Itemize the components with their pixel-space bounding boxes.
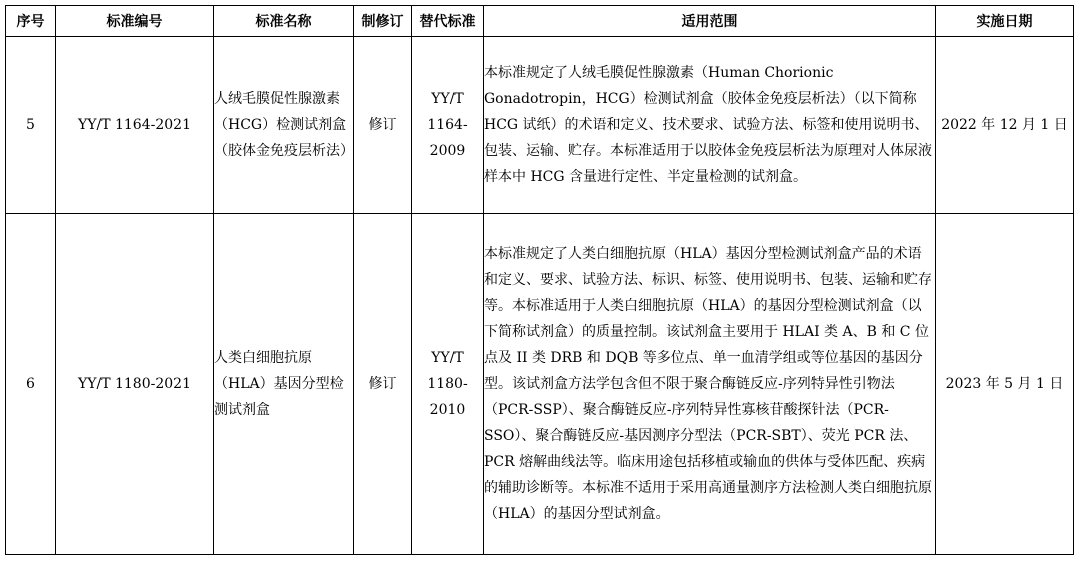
header-seq: 序号 [6, 6, 56, 37]
row-scope: 本标准规定了人类白细胞抗原（HLA）基因分型检测试剂盒产品的术语和定义、要求、试验方法、标识、标签、使用说明书、包装、运输和贮存等。本标准适用于人类白细胞抗原（HLA）的基因分型检测试剂盒（以下简称试剂盒）的质量控制。该试剂盒主要用于 HLAI 类 A、B 和 C 位点及 II 类 DRB 和 DQB 等多位点、单一血清学组或等位基因的基因分型。该试剂盒方法学包含但不限于聚合酶链反应-序列特异性引物法（PCR-SSP）、聚合酶链反应-序列特异性寡核苷酸探针法（PCR-SSO）、聚合酶链反应-基因测序分型法（PCR-SBT）、荧光 PCR 法、PCR 熔解曲线法等。临床用途包括移植或输血的供体与受体匹配、疾病的辅助诊断等。本标准不适用于采用高通量测序方法检测人类白细胞抗原（HLA）的基因分型试剂盒。 [484, 214, 936, 555]
table-row [6, 214, 1074, 555]
header-name: 标准名称 [214, 6, 354, 37]
header-revision: 制修订 [354, 6, 412, 37]
standards-table [5, 5, 1074, 555]
header-replaces: 替代标准 [412, 6, 484, 37]
row-replaces-line1: YY/T [431, 91, 464, 107]
row-seq: 6 [6, 214, 56, 555]
row-replaces-line2: 1180-2010 [427, 376, 468, 418]
row-date: 2022 年 12 月 1 日 [936, 37, 1074, 214]
table-row [6, 37, 1074, 214]
row-replaces [412, 214, 484, 555]
row-seq: 5 [6, 37, 56, 214]
row-name: 人类白细胞抗原（HLA）基因分型检测试剂盒 [214, 214, 354, 555]
row-code: YY/T 1164-2021 [56, 37, 214, 214]
row-revision: 修订 [354, 37, 412, 214]
row-name: 人绒毛膜促性腺激素（HCG）检测试剂盒（胶体金免疫层析法） [214, 37, 354, 214]
row-revision: 修订 [354, 214, 412, 555]
row-replaces-line2: 1164-2009 [427, 117, 468, 159]
header-code: 标准编号 [56, 6, 214, 37]
table-header-row [6, 6, 1074, 37]
header-date: 实施日期 [936, 6, 1074, 37]
header-scope: 适用范围 [484, 6, 936, 37]
row-replaces [412, 37, 484, 214]
row-code: YY/T 1180-2021 [56, 214, 214, 555]
row-replaces-line1: YY/T [431, 350, 464, 366]
row-date: 2023 年 5 月 1 日 [936, 214, 1074, 555]
row-scope: 本标准规定了人绒毛膜促性腺激素（Human Chorionic Gonadotropin，HCG）检测试剂盒（胶体金免疫层析法）（以下简称 HCG 试纸）的术语和定义、技术要求、试验方法、标签和使用说明书、包装、运输、贮存。本标准适用于以胶体金免疫层析法为原理对人体尿液样本中 HCG 含量进行定性、半定量检测的试剂盒。 [484, 37, 936, 214]
